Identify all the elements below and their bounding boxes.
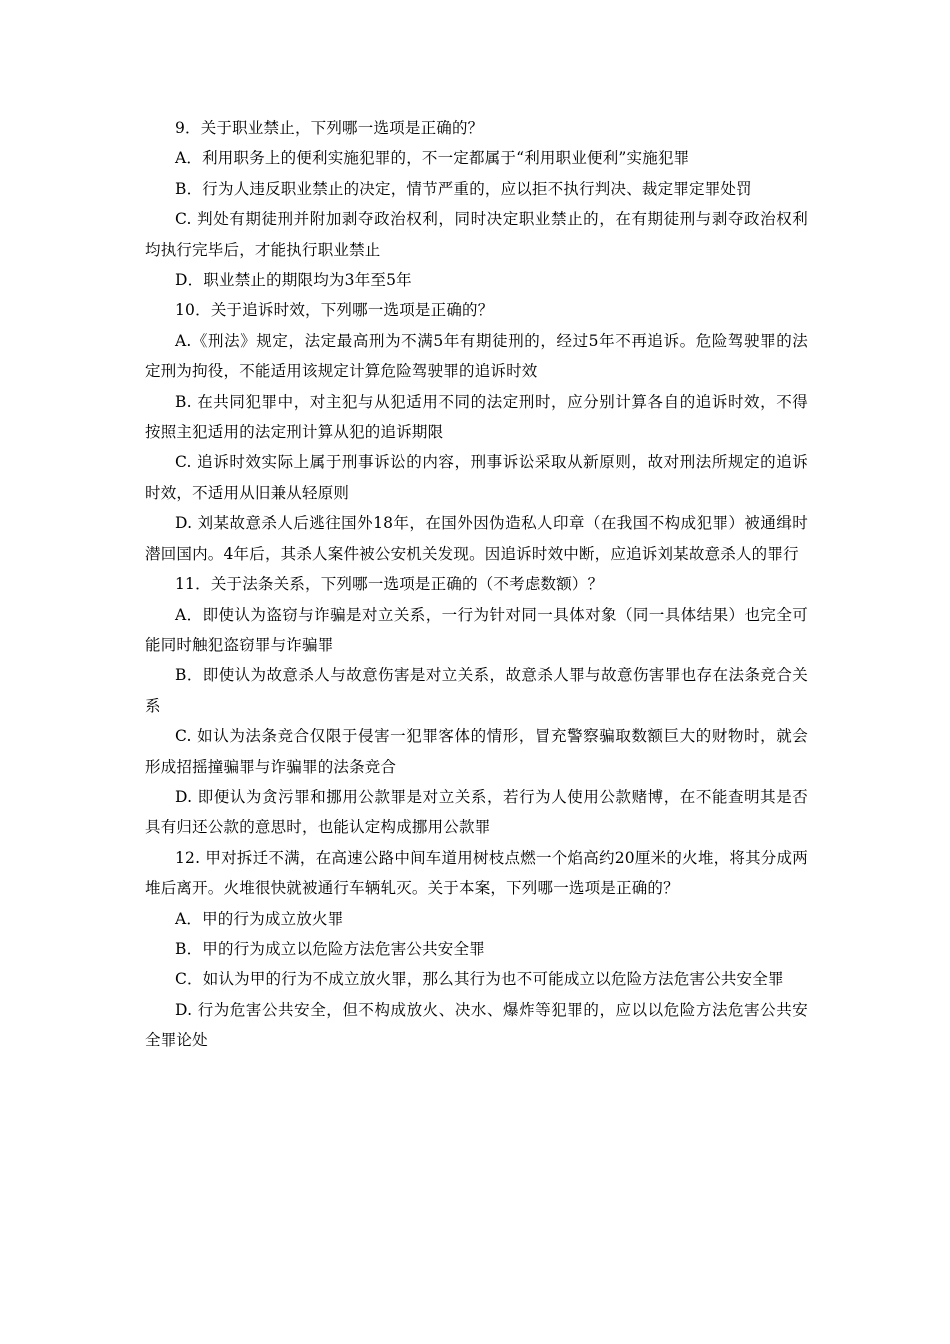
option-b: B．即使认为故意杀人与故意伤害是对立关系，故意杀人罪与故意伤害罪也存在法条竞合关系 xyxy=(145,666,808,715)
option-c: C．如认为甲的行为不成立放火罪，那么其行为也不可能成立以危险方法危害公共安全罪 xyxy=(175,970,784,989)
question-stem: 11．关于法条关系，下列哪一选项是正确的（不考虑数额）？ xyxy=(175,575,604,594)
option-d: D. 刘某故意杀人后逃往国外18年，在国外因伪造私人印章（在我国不构成犯罪）被通缉时潜回国内。4年后，其杀人案件被公安机关发现。因追诉时效中断，应追诉刘某故意杀人的罪行 xyxy=(145,514,808,563)
option-c: C. 追诉时效实际上属于刑事诉讼的内容，刑事诉讼采取从新原则，故对刑法所规定的追诉时效，不适用从旧兼从轻原则 xyxy=(145,453,808,502)
option-d: D. 即便认为贪污罪和挪用公款罪是对立关系，若行为人使用公款赌博，在不能查明其是否具有归还公款的意思时，也能认定构成挪用公款罪 xyxy=(145,787,808,837)
question-10 xyxy=(145,295,808,569)
option-c: C. 判处有期徒刑并附加剥夺政治权利，同时决定职业禁止的，在有期徒刑与剥夺政治权利均执行完毕后，才能执行职业禁止 xyxy=(145,210,808,259)
option-a: A.《刑法》规定，法定最高刑为不满5年有期徒刑的，经过5年不再追诉。危险驾驶罪的法定刑为拘役，不能适用该规定计算危险驾驶罪的追诉时效 xyxy=(145,331,808,381)
question-stem: 12. 甲对拆迁不满，在高速公路中间车道用树枝点燃一个焰高约20厘米的火堆，将其分成两堆后离开。火堆很快就被通行车辆轧灭。关于本案，下列哪一选项是正确的？ xyxy=(145,848,808,898)
option-d: D. 行为危害公共安全，但不构成放火、决水、爆炸等犯罪的，应以以危险方法危害公共安全罪论处 xyxy=(145,1000,808,1050)
option-b: B. 在共同犯罪中，对主犯与从犯适用不同的法定刑时，应分别计算各自的追诉时效，不得按照主犯适用的法定刑计算从犯的追诉期限 xyxy=(145,392,808,442)
option-b: B．甲的行为成立以危险方法危害公共安全罪 xyxy=(175,939,485,958)
option-a: A．甲的行为成立放火罪 xyxy=(175,909,344,928)
question-9 xyxy=(145,113,808,295)
question-12 xyxy=(145,843,808,1056)
option-c: C. 如认为法条竞合仅限于侵害一犯罪客体的情形，冒充警察骗取数额巨大的财物时，就会形成招摇撞骗罪与诈骗罪的法条竞合 xyxy=(145,727,808,776)
document-page xyxy=(145,113,808,1056)
question-stem: 10．关于追诉时效，下列哪一选项是正确的？ xyxy=(175,301,494,320)
option-a: A．即使认为盗窃与诈骗是对立关系，一行为针对同一具体对象（同一具体结果）也完全可能同时触犯盗窃罪与诈骗罪 xyxy=(145,605,808,654)
option-b: B．行为人违反职业禁止的决定，情节严重的，应以拒不执行判决、裁定罪定罪处罚 xyxy=(175,179,752,198)
question-stem: 9．关于职业禁止，下列哪一选项是正确的？ xyxy=(175,119,484,137)
question-11 xyxy=(145,569,808,843)
option-a: A．利用职务上的便利实施犯罪的，不一定都属于“利用职业便利”实施犯罪 xyxy=(175,149,690,168)
option-d: D．职业禁止的期限均为3年至5年 xyxy=(175,271,412,290)
